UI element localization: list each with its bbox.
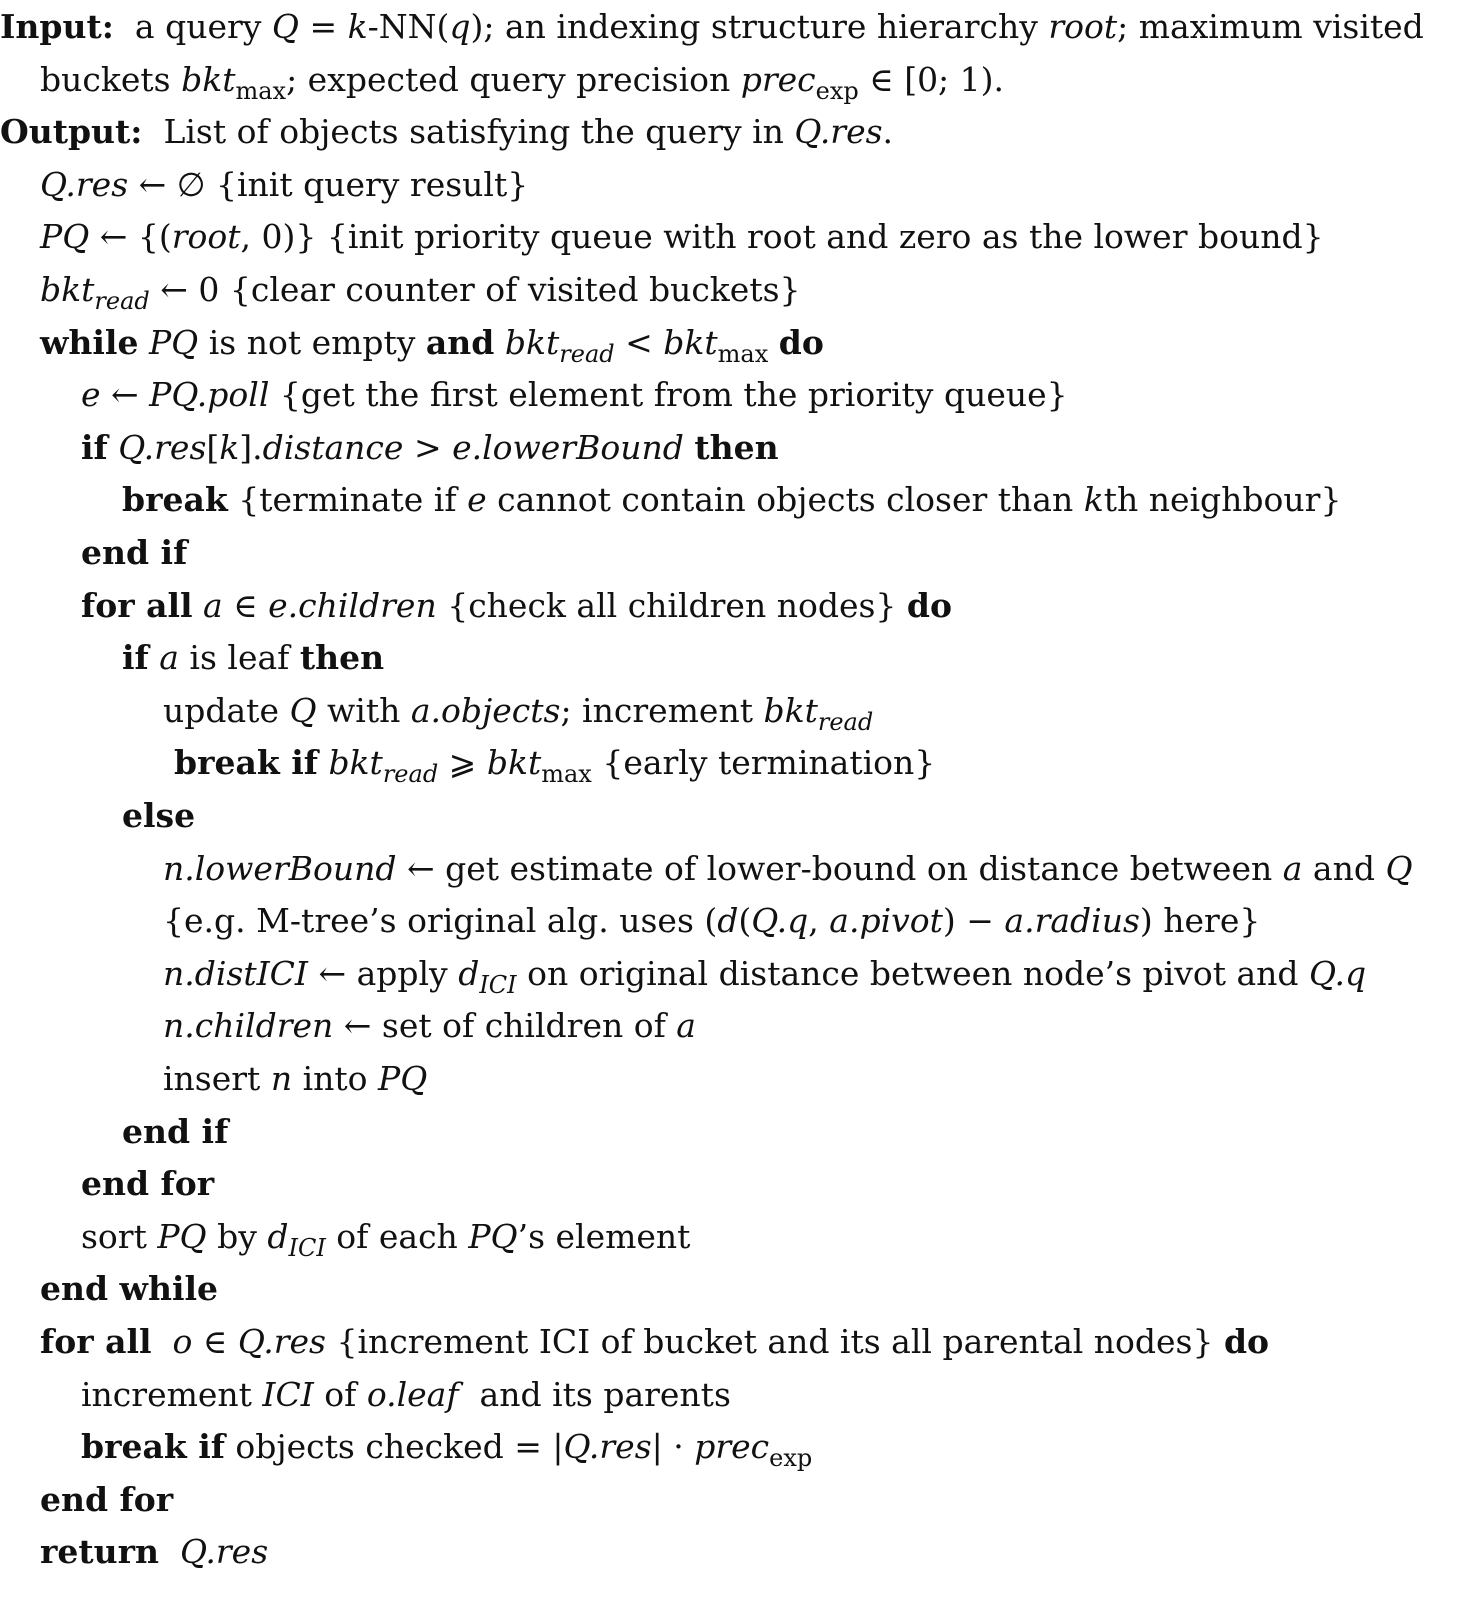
text-segment: PQ xyxy=(157,1216,207,1256)
text-segment: and xyxy=(1302,848,1386,888)
text-segment: > xyxy=(403,427,453,467)
text-segment: bkt xyxy=(181,59,236,99)
text-segment xyxy=(684,428,695,467)
text-segment: n.distICI xyxy=(163,953,308,993)
keyword: while xyxy=(40,322,139,362)
keyword: do xyxy=(906,585,952,625)
keyword: end while xyxy=(40,1269,219,1309)
keyword: end for xyxy=(81,1164,215,1204)
text-segment: ← xyxy=(100,375,150,415)
text-segment: bkt xyxy=(486,743,542,783)
subscript: exp xyxy=(815,76,859,105)
text-segment: a xyxy=(1282,848,1303,888)
keyword: if xyxy=(122,638,149,678)
text-segment: a xyxy=(203,585,223,625)
text-segment: ); an indexing structure hierarchy xyxy=(470,7,1049,46)
text-segment: ; increment xyxy=(560,690,764,730)
algorithm-line xyxy=(0,1420,812,1473)
text-segment xyxy=(152,1322,173,1361)
text-segment: n.children xyxy=(163,1006,334,1046)
text-segment: Q.res xyxy=(179,1532,269,1572)
algorithm-line xyxy=(0,579,952,632)
text-segment: , 0)} {init priority queue with root and zero as the lower bound} xyxy=(240,217,1324,257)
text-segment: PQ xyxy=(148,322,199,362)
text-segment: ← set of children of xyxy=(333,1006,677,1046)
text-segment: {increment ICI of bucket and its all parental nodes} xyxy=(325,1322,1224,1361)
algorithm-line xyxy=(0,1210,690,1263)
algorithm-line xyxy=(0,53,1004,106)
text-segment: objects checked = | xyxy=(224,1427,564,1467)
text-segment: k xyxy=(1083,480,1104,520)
text-segment: ; maximum visited xyxy=(1117,7,1424,46)
text-segment: k xyxy=(219,427,240,467)
algorithm-line xyxy=(0,1473,173,1526)
algorithm-line xyxy=(0,105,893,158)
subscript: read xyxy=(559,339,615,368)
keyword: do xyxy=(778,322,824,362)
text-segment: root xyxy=(171,217,241,257)
algorithm-line xyxy=(0,1262,218,1315)
algorithm-line xyxy=(0,631,384,684)
text-segment: by xyxy=(206,1216,268,1256)
text-segment: with xyxy=(316,690,411,730)
algorithm-line xyxy=(0,1105,228,1158)
text-segment: n xyxy=(270,1059,293,1098)
subscript: max xyxy=(717,339,769,368)
algorithm-line xyxy=(0,894,1260,947)
text-segment: -NN( xyxy=(367,7,450,46)
text-segment: e.lowerBound xyxy=(452,427,684,467)
keyword: else xyxy=(122,796,196,835)
keyword: then xyxy=(694,427,779,467)
text-segment: th neighbour} xyxy=(1103,480,1342,520)
algorithm-line xyxy=(0,473,1341,526)
algorithm-line xyxy=(0,842,1413,895)
text-segment: into xyxy=(292,1059,378,1098)
subscript: exp xyxy=(769,1444,813,1473)
text-segment: Q.res xyxy=(118,427,207,467)
text-segment: {e.g. M-tree’s original alg. uses ( xyxy=(163,901,718,941)
text-segment: prec xyxy=(740,59,816,99)
algorithm-line xyxy=(0,158,528,211)
keyword: end if xyxy=(122,1111,229,1151)
text-segment xyxy=(108,428,119,467)
subscript: read xyxy=(382,760,439,789)
text-segment: is not empty xyxy=(198,322,426,362)
keyword: for all xyxy=(81,585,193,625)
text-segment: bkt xyxy=(40,270,95,309)
algorithm-line xyxy=(0,0,1424,53)
algorithm-line xyxy=(0,526,187,579)
text-segment: ← get estimate of lower-bound on distance between xyxy=(396,848,1283,888)
text-segment: ← 0 {clear counter of visited buckets} xyxy=(149,270,801,309)
text-segment: k xyxy=(347,7,368,46)
subscript: max xyxy=(541,760,592,789)
text-segment: PQ xyxy=(468,1216,518,1256)
text-segment: of xyxy=(313,1374,367,1414)
text-segment: bkt xyxy=(328,743,383,783)
text-segment: ← apply xyxy=(307,953,459,993)
algorithm-line xyxy=(0,368,1068,421)
text-segment: buckets xyxy=(40,59,182,99)
algorithm-line xyxy=(0,421,779,474)
text-segment: ← ∅ {init query result} xyxy=(128,164,529,204)
text-segment: < xyxy=(614,322,664,362)
subscript: max xyxy=(235,76,287,105)
algorithm-line xyxy=(0,1315,1269,1368)
text-segment xyxy=(159,1532,180,1571)
text-segment: Q.res xyxy=(237,1322,326,1361)
algorithm-line xyxy=(0,263,801,316)
text-segment: Q xyxy=(1385,848,1413,888)
text-segment: a query xyxy=(113,7,272,46)
subscript: ICI xyxy=(288,1233,326,1262)
text-segment: bkt xyxy=(504,322,560,362)
text-segment: PQ.poll xyxy=(149,375,270,415)
text-segment: of each xyxy=(325,1216,469,1256)
subscript: read xyxy=(817,707,874,736)
text-segment: a.objects xyxy=(410,690,561,730)
text-segment: ICI xyxy=(262,1374,314,1414)
text-segment: d xyxy=(267,1216,289,1256)
text-segment: PQ xyxy=(40,217,90,257)
text-segment: increment xyxy=(81,1374,263,1414)
keyword: return xyxy=(40,1532,159,1572)
text-segment: a xyxy=(159,638,179,678)
text-segment: ∈ [0; 1). xyxy=(858,59,1005,99)
text-segment: , xyxy=(808,901,830,941)
text-segment: PQ xyxy=(378,1059,428,1098)
text-segment: ) here} xyxy=(1139,901,1261,941)
text-segment: distance xyxy=(262,427,404,467)
algorithm-line xyxy=(0,999,696,1052)
text-segment: ∈ xyxy=(222,585,269,625)
text-segment: Q.res xyxy=(40,164,129,204)
text-segment: a xyxy=(676,1006,696,1046)
text-segment: d xyxy=(717,901,739,941)
text-segment: ← {( xyxy=(89,217,172,257)
text-segment: Q xyxy=(271,7,299,46)
text-segment: ]. xyxy=(239,427,263,467)
text-segment: ⩾ xyxy=(438,743,487,783)
text-segment: List of objects satisfying the query in xyxy=(142,112,795,152)
keyword: then xyxy=(299,638,385,678)
subscript: ICI xyxy=(479,970,517,999)
text-segment xyxy=(318,743,329,782)
keyword: for all xyxy=(40,1322,152,1361)
text-segment: e xyxy=(467,480,487,520)
text-segment: | · xyxy=(651,1427,695,1467)
keyword: break if xyxy=(174,743,318,783)
text-segment: q xyxy=(449,7,471,46)
text-segment: root xyxy=(1048,7,1118,46)
text-segment: sort xyxy=(81,1216,158,1256)
text-segment: Q.res xyxy=(794,112,883,152)
text-segment: o xyxy=(172,1322,193,1361)
text-segment: cannot contain objects closer than xyxy=(486,480,1084,520)
text-segment xyxy=(138,323,149,362)
text-segment: bkt xyxy=(663,322,718,362)
text-segment: {terminate if xyxy=(227,480,468,520)
text-segment: ∈ xyxy=(192,1322,238,1361)
subscript: read xyxy=(94,287,150,315)
text-segment: insert xyxy=(163,1059,271,1098)
text-segment: o.leaf xyxy=(366,1374,459,1414)
text-segment: bkt xyxy=(763,690,818,730)
text-segment: Q.res xyxy=(563,1427,652,1467)
text-segment: n.lowerBound xyxy=(163,848,397,888)
text-segment: update xyxy=(163,690,290,730)
text-segment xyxy=(149,638,160,677)
text-segment: prec xyxy=(694,1427,770,1467)
text-segment: e xyxy=(81,375,101,415)
text-segment: {check all children nodes} xyxy=(436,585,907,625)
keyword: do xyxy=(1223,1322,1270,1361)
text-segment: ’s element xyxy=(517,1216,691,1256)
keyword: and xyxy=(425,322,495,362)
algorithm-line xyxy=(0,1368,731,1421)
text-segment: d xyxy=(458,953,480,993)
keyword: Output: xyxy=(0,112,143,152)
algorithm-line xyxy=(0,1052,427,1105)
text-segment: {get the first element from the priority queue} xyxy=(269,375,1068,415)
text-segment xyxy=(768,323,779,362)
keyword: end if xyxy=(81,533,188,572)
keyword: Input: xyxy=(0,7,114,46)
algorithm-line xyxy=(0,210,1324,263)
text-segment: and its parents xyxy=(458,1374,731,1414)
algorithm-line xyxy=(0,947,1366,1000)
text-segment xyxy=(494,323,505,362)
algorithm-line xyxy=(0,684,873,737)
text-segment: = xyxy=(298,7,348,46)
text-segment xyxy=(193,586,204,625)
keyword: break if xyxy=(81,1427,225,1467)
algorithm-line xyxy=(0,736,935,789)
text-segment: ) − xyxy=(942,901,1005,941)
text-segment: a.pivot xyxy=(829,901,943,941)
text-segment: ( xyxy=(738,901,752,941)
keyword: end for xyxy=(40,1479,174,1519)
text-segment: Q xyxy=(289,690,317,730)
algorithm-line xyxy=(0,789,195,842)
text-segment: Q.q xyxy=(1309,953,1367,993)
text-segment: e.children xyxy=(268,585,437,625)
text-segment: on original distance between node’s pivot and xyxy=(516,953,1310,993)
text-segment: a.radius xyxy=(1004,901,1140,941)
algorithm-line xyxy=(0,316,824,369)
text-segment: ; expected query precision xyxy=(286,59,741,99)
text-segment: is leaf xyxy=(178,638,300,678)
text-segment: [ xyxy=(206,427,220,467)
text-segment: . xyxy=(882,112,894,152)
algorithm-line xyxy=(0,1525,268,1578)
keyword: break xyxy=(122,480,228,520)
algorithm-line xyxy=(0,1157,214,1210)
text-segment: {early termination} xyxy=(591,743,936,783)
text-segment: Q.q xyxy=(751,901,809,941)
keyword: if xyxy=(81,427,108,467)
